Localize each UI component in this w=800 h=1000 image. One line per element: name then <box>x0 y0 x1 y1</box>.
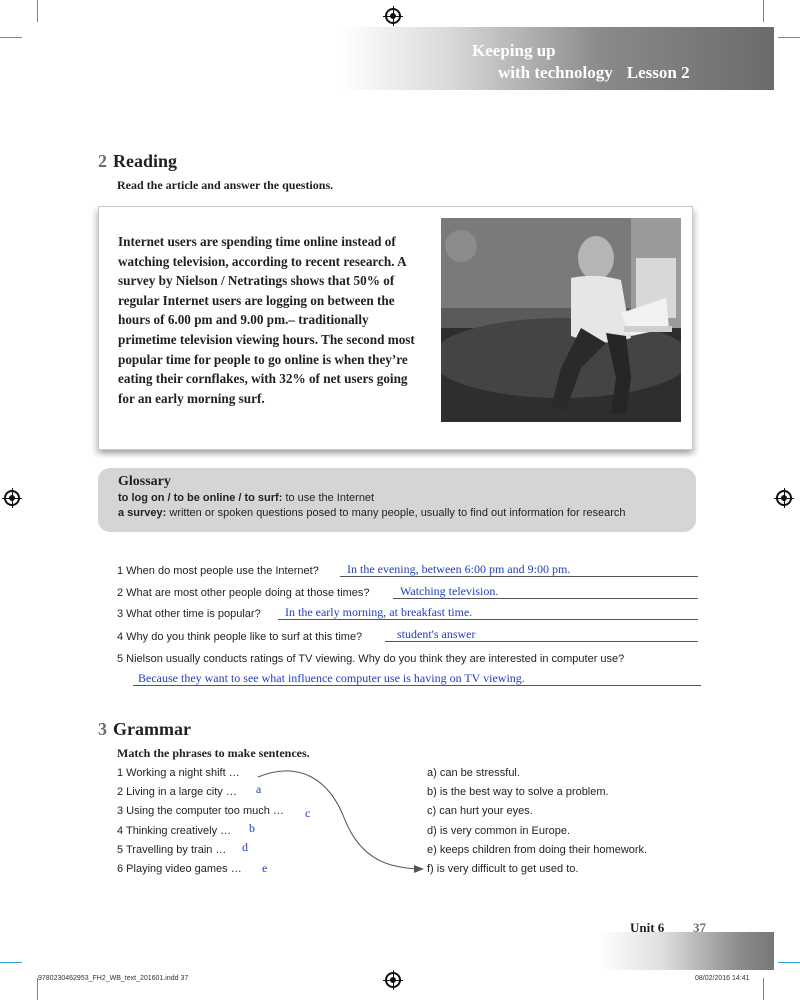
phrase-left-3: 3 Using the computer too much … <box>117 805 284 817</box>
reading-number: 2 <box>98 151 107 171</box>
match-answer-4: b <box>249 821 255 835</box>
answer-4: student's answer <box>397 627 476 641</box>
answer-1: In the evening, between 6:00 pm and 9:00 pm. <box>347 562 571 576</box>
header-title-line1: Keeping up <box>472 41 556 60</box>
page-number: 37 <box>693 920 706 935</box>
match-answer-2: a <box>256 782 262 796</box>
reading-title: Reading <box>113 151 178 171</box>
answer-5: Because they want to see what influence computer use is having on TV viewing. <box>138 671 525 685</box>
match-answer-3: c <box>305 806 311 820</box>
phrase-left-2: 2 Living in a large city … <box>117 786 237 798</box>
print-slug-file: 9780230462953_FH2_WB_text_201601.indd 37 <box>38 975 189 982</box>
phrase-right-e: e) keeps children from doing their homework. <box>427 844 648 856</box>
question-1: 1 When do most people use the Internet? <box>117 565 319 577</box>
glossary-definition: written or spoken questions posed to many people, usually to find out information for research <box>169 507 626 519</box>
phrase-right-d: d) is very common in Europe. <box>427 825 571 837</box>
lesson-label: Lesson 2 <box>626 63 690 82</box>
question-4: 4 Why do you think people like to surf at this time? <box>117 631 363 643</box>
grammar-title: Grammar <box>113 719 191 739</box>
glossary-definition: to use the Internet <box>285 492 375 504</box>
answer-3: In the early morning, at breakfast time. <box>285 605 473 619</box>
question-3: 3 What other time is popular? <box>117 608 261 620</box>
unit-label: Unit 6 <box>630 920 665 935</box>
phrase-right-b: b) is the best way to solve a problem. <box>427 786 609 798</box>
phrase-left-5: 5 Travelling by train … <box>117 844 227 856</box>
grammar-instruction: Match the phrases to make sentences. <box>117 746 310 760</box>
phrase-right-a: a) can be stressful. <box>427 767 520 779</box>
glossary-term: a survey: <box>118 507 167 519</box>
question-5: 5 Nielson usually conducts ratings of TV viewing. Why do you think they are interested in computer use? <box>117 653 625 665</box>
match-answer-5: d <box>242 840 248 854</box>
footer-band <box>600 932 774 970</box>
phrase-left-6: 6 Playing video games … <box>117 863 242 875</box>
question-2: 2 What are most other people doing at those times? <box>117 587 370 599</box>
grammar-number: 3 <box>98 719 107 739</box>
phrase-left-4: 4 Thinking creatively … <box>117 825 232 837</box>
match-answer-6: e <box>262 861 268 875</box>
header-title-line2-text: with technology <box>498 63 613 82</box>
phrase-left-1: 1 Working a night shift … <box>117 767 240 779</box>
reading-instruction: Read the article and answer the questions. <box>117 178 334 192</box>
glossary-term: to log on / to be online / to surf: <box>118 492 283 504</box>
glossary-title: Glossary <box>118 474 171 489</box>
article-text: Internet users are spending time online instead of watching television, according to recent research. A survey by Nielson / Netratings shows that 50% of regular Internet users are logging on between the hours of 6.00 pm and 9.00 pm.– traditionally primetime television viewing hours. The second most popular time for people to go online is when they’re eating their cornflakes, with 32% of net users going for an early morning surf. <box>118 234 415 406</box>
phrase-right-f: f) is very difficult to get used to. <box>427 863 579 875</box>
phrase-right-c: c) can hurt your eyes. <box>427 805 533 817</box>
answer-2: Watching television. <box>400 584 499 598</box>
print-slug-date: 08/02/2016 14:41 <box>695 975 750 982</box>
